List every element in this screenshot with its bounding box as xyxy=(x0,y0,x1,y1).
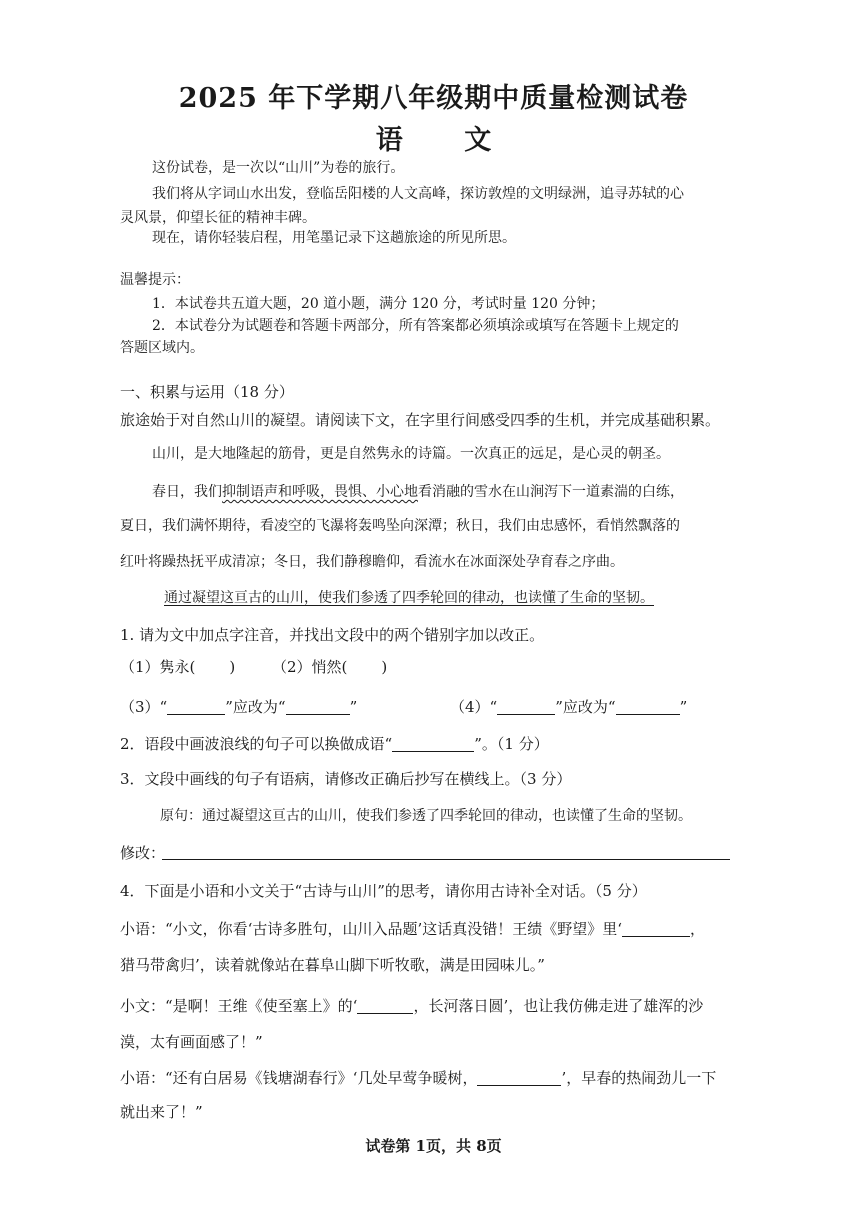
page-footer: 试卷第 1页，共 8页 xyxy=(365,1137,502,1155)
passage-line-4: 红叶将躁热抚平成清凉；冬日，我们静穆瞻仰，看流水在冰面深处孕育春之序曲。 xyxy=(120,554,624,570)
q1-item-3 xyxy=(120,696,357,717)
q1-item-4-end: ” xyxy=(679,698,688,716)
q1-item-2-close: ) xyxy=(381,658,388,676)
answer-blank[interactable] xyxy=(616,700,680,715)
intro-line-1: 这份试卷，是一次以“山川”为卷的旅行。 xyxy=(152,160,405,176)
q1-item-1 xyxy=(120,656,235,677)
q1-item-2-label: （2）悄然( xyxy=(272,658,348,676)
exam-title: 2025 年下学期八年级期中质量检测试卷 xyxy=(178,83,689,114)
q3-original: 原句：通过凝望这亘古的山川，使我们参透了四季轮回的律动，也读懂了生命的坚韧。 xyxy=(160,808,692,824)
underlined-sentence: 通过凝望这亘古的山川，使我们参透了四季轮回的律动，也读懂了生命的坚韧。 xyxy=(164,590,654,606)
q4-line-2: 猎马带禽归’，读着就像站在暮阜山脚下听牧歌，满是田园味儿。” xyxy=(120,956,545,974)
intro-line-4: 现在，请你轻装启程，用笔墨记录下这趟旅途的所见所思。 xyxy=(152,230,516,246)
q1-stem: 1. 请为文中加点字注音，并找出文段中的两个错别字加以改正。 xyxy=(120,626,545,644)
q1-item-3-label: （3）“ xyxy=(120,698,168,716)
q4-line-3 xyxy=(120,995,703,1016)
answer-blank[interactable] xyxy=(357,999,413,1014)
q4-line-5-b: ’，早春的热闹劲儿一下 xyxy=(561,1069,717,1087)
q4-line-5-a: 小语：“还有白居易《钱塘湖春行》‘几处早莺争暖树， xyxy=(120,1069,478,1087)
q1-item-1-close: ) xyxy=(229,658,236,676)
q1-item-1-label: （1）隽永( xyxy=(120,658,196,676)
q4-line-6: 就出来了！” xyxy=(120,1103,203,1121)
q2-stem-a: 2．语段中画波浪线的句子可以换做成语“ xyxy=(120,735,393,753)
passage-line-2 xyxy=(152,481,684,501)
q2-stem-b: ”。（1 分） xyxy=(474,735,549,753)
q4-line-5 xyxy=(120,1067,716,1088)
q4-line-3-b: ，长河落日圆’，也让我仿佛走进了雄浑的沙 xyxy=(413,997,704,1015)
q4-line-3-a: 小文：“是啊！王维《使至塞上》的‘ xyxy=(120,997,358,1015)
q2-stem xyxy=(120,733,549,754)
intro-line-3: 灵风景，仰望长征的精神丰碑。 xyxy=(120,210,316,226)
answer-line[interactable] xyxy=(162,859,730,860)
intro-line-2: 我们将从字词山水出发，登临岳阳楼的人文高峰，探访敦煌的文明绿洲，追寻苏轼的心 xyxy=(152,186,684,202)
answer-blank[interactable] xyxy=(622,922,690,937)
q3-stem: 3．文段中画线的句子有语病，请修改正确后抄写在横线上。（3 分） xyxy=(120,770,572,788)
tips-heading: 温馨提示： xyxy=(120,272,190,288)
answer-blank[interactable] xyxy=(392,737,474,752)
passage-text: 春日，我们 xyxy=(152,484,222,500)
q1-item-4-label: （4）“ xyxy=(450,698,498,716)
q4-line-1 xyxy=(120,918,705,939)
passage-text: 看消融的雪水在山涧泻下一道素湍的白练， xyxy=(418,484,684,500)
q4-line-1-a: 小语：“小文，你看‘古诗多胜句，山川入品题’这话真没错！王绩《野望》里‘ xyxy=(120,920,622,938)
q1-item-4 xyxy=(450,696,687,717)
tips-item-3: 答题区域内。 xyxy=(120,340,204,356)
q4-line-4: 漠，太有画面感了！” xyxy=(120,1033,263,1051)
q1-item-4-mid: ”应改为“ xyxy=(555,698,616,716)
q1-item-3-end: ” xyxy=(349,698,358,716)
section-heading: 一、积累与运用（18 分） xyxy=(120,383,294,401)
q4-line-1-b: ， xyxy=(689,920,705,938)
passage-line-1: 山川，是大地隆起的筋骨，更是自然隽永的诗篇。一次真正的远足，是心灵的朝圣。 xyxy=(152,446,670,462)
q1-item-3-mid: ”应改为“ xyxy=(225,698,286,716)
passage-line-3: 夏日，我们满怀期待，看凌空的飞瀑将轰鸣坠向深潭；秋日，我们由忠感怀，看悄然飘落的 xyxy=(120,518,680,534)
section-lead: 旅途始于对自然山川的凝望。请阅读下文，在字里行间感受四季的生机，并完成基础积累。 xyxy=(120,411,721,429)
tips-item-2: 2．本试卷分为试题卷和答题卡两部分，所有答案都必须填涂或填写在答题卡上规定的 xyxy=(152,318,679,334)
answer-blank[interactable] xyxy=(286,700,350,715)
q1-item-2 xyxy=(272,656,387,677)
subject-title: 语 文 xyxy=(375,125,518,156)
tips-item-1: 1．本试卷共五道大题，20 道小题，满分 120 分，考试时量 120 分钟； xyxy=(152,296,605,312)
answer-blank[interactable] xyxy=(477,1071,561,1086)
answer-blank[interactable] xyxy=(497,700,555,715)
q3-fix-label: 修改： xyxy=(120,844,166,862)
q4-stem: 4．下面是小语和小文关于“古诗与山川”的思考，请你用古诗补全对话。（5 分） xyxy=(120,882,647,900)
answer-blank[interactable] xyxy=(167,700,225,715)
wavy-underlined-phrase: 抑制语声和呼吸，畏惧、小心地 xyxy=(222,484,418,500)
